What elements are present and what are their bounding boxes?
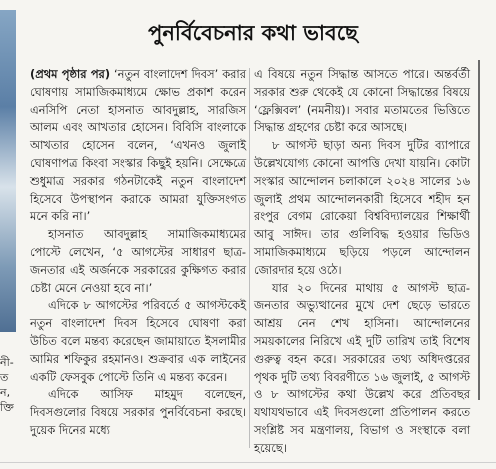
paragraph-text: ৮ আগস্ট ছাড়া অন্য দিবস দুটির ব্যাপারে উল্লেখযোগ্য কোনো আপত্তি দেখা যায়নি। কোটা সংস্কার আন্দোলন চলাকালে ২০২৪ সালের ১৬ জুলাই প্রথম আন্দোলনকারী হিসেবে শহীদ হন রংপুর বেগম রোকেয়া বিশ্ববিদ্যালয়ের শিক্ষার্থী আবু সাঈদ। তার গুলিবিদ্ধ হওয়ার ভিডিও সামাজিকমাধ্যমে ছড়িয়ে পড়লে আন্দোলন জোরদার হয়ে ওঠে। [254, 138, 470, 277]
paragraph-text: ‘নতুন বাংলাদেশ দিবস’ করার ঘোষণায় সামাজিকমাধ্যমে ক্ষোভ প্রকাশ করেন এনসিপি নেতা হাসনাত আবদুল্লাহ, সারজিস আলম এবং আখতার হোসেন। বিবিসি বাংলাকে আখতার হোসেন বলেন, ‘এখনও জুলাই ঘোষণাপত্র কিংবা সংস্কার কিছুই হয়নি। সেক্ষেত্রে শুধুমাত্র সরকার গঠনটাকেই নতুন বাংলাদেশ হিসেবে উপস্থাপন করাকে আমরা যুক্তিসংগত মনে করি না।’ [30, 67, 246, 224]
paragraph-text: হাসনাত আবদুল্লাহ সামাজিকমাধ্যমের পোস্টে লেখেন, ‘৫ আগস্টের সাধারণ ছাত্র-জনতার এই অর্জনকে সরকারের কুক্ষিগত করার চেষ্টা মেনে নেওয়া হবে না।’ [30, 227, 246, 295]
adjacent-text [0, 355, 16, 415]
adjacent-line: নী- [0, 356, 14, 369]
adjacent-photo [0, 10, 16, 332]
paragraph-text: এ বিষয়ে নতুন সিদ্ধান্ত আসতে পারে। অন্তর্বর্তী সরকার শুরু থেকেই যে কোনো সিদ্ধান্তের বিষয়ে ‘ফ্লেক্সিবল’ (নমনীয়)। সবার মতামতের ভিত্তিতে সিদ্ধান্ত গ্রহণের চেষ্টা করে আসছে। [254, 67, 470, 135]
paragraph-text: এদিকে ৮ আগস্টের পরিবর্তে ৫ আগস্টকেই নতুন বাংলাদেশ দিবস হিসেবে ঘোষণা করা উচিত বলে মন্তব্য করেছেন জামায়াতে ইসলামীর আমির শফিকুর রহমানও। শুক্রবার এক লাইনের একটি ফেসবুক পোস্টে তিনি এ মন্তব্য করেন। [30, 298, 246, 384]
adjacent-column-border [478, 60, 496, 400]
paragraph-text: যার ২০ দিনের মাথায় ৫ আগস্ট ছাত্র-জনতার অভ্যুত্থানের মুখে দেশ ছেড়ে ভারতে আশ্রয় নেন শেখ হাসিনা। আন্দোলনের সময়কালের নিরিখে এই দুটি তারিখ তাই বিশেষ গুরুত্ব বহন করে। সরকারের তথ্য অধিদপ্তরের পৃথক দুটি তথ্য বিবরণীতে ১৬ জুলাই, ৫ আগস্ট ও ৮ আগস্টের কথা উল্লেখ করে প্রতিবছর যথাযথভাবে এই দিবসগুলো প্রতিপালন করতে সংশ্লিষ্ট সব মন্ত্রণালয়, বিভাগ ও সংস্থাকে বলা হয়েছে। [254, 280, 470, 455]
paragraph [30, 66, 246, 226]
column-divider [249, 68, 250, 448]
paragraph [30, 226, 246, 297]
paragraph [254, 137, 470, 279]
headline: পুনর্বিবেচনার কথা ভাবছে [148, 21, 358, 45]
paragraph-text: এদিকে আসিফ মাহমুদ বলেছেন, দিবসগুলোর বিষয়ে সরকার পুনর্বিবেচনা করছে। দুয়েক দিনের মধ্যে [30, 387, 246, 437]
paragraph [254, 280, 470, 458]
adjacent-line: ন, [0, 386, 11, 399]
paragraph [30, 297, 246, 386]
page-bottom-rule [0, 462, 496, 463]
column-left [30, 66, 246, 440]
adjacent-article-strip [0, 0, 16, 469]
continuation-label: (প্রথম পৃষ্ঠার পর) [30, 67, 111, 81]
adjacent-line: ত [0, 371, 9, 384]
adjacent-line: ক্তি [0, 401, 14, 414]
paragraph [254, 66, 470, 137]
column-right [254, 66, 470, 458]
paragraph [30, 386, 246, 439]
